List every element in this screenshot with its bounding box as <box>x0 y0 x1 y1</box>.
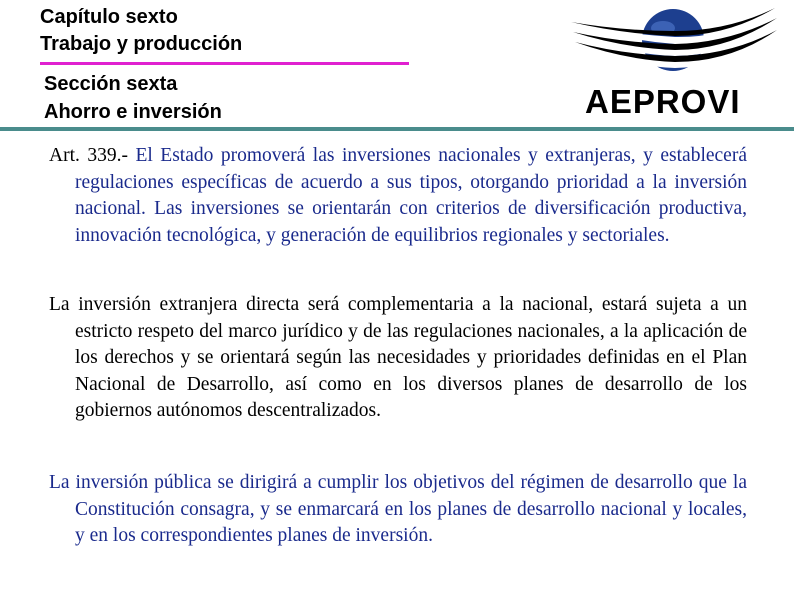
globe-swoosh-icon <box>571 8 777 71</box>
logo-text: AEPROVI <box>585 83 741 120</box>
chapter-heading <box>40 4 242 58</box>
section-title: Sección sexta <box>44 73 178 95</box>
article-number: Art. 339.- <box>49 145 128 166</box>
article-339-text: El Estado promoverá las inversiones nacionales y extranjeras, y establecerá regulaciones específicas de acuerdo a sus tipos, otorgando prioridad a la inversión nacional. Las inversiones se orientarán con criterios de diversificación productiva, innovación tecnológica, y generación de equilibrios regionales y sectoriales. <box>75 145 747 246</box>
foreign-investment-paragraph: La inversión extranjera directa será complementaria a la nacional, estará sujeta a un estricto respeto del marco jurídico y de las regulaciones nacionales, a la aplicación de los derechos y se orientará según las necesidades y prioridades definidas en el Plan Nacional de Desarrollo, así como en los diversos planes de desarrollo de los gobiernos autónomos descentralizados. <box>49 294 747 421</box>
section-heading <box>44 70 222 126</box>
chapter-subtitle: Trabajo y producción <box>40 33 243 55</box>
chapter-divider <box>40 62 409 65</box>
section-subtitle: Ahorro e inversión <box>44 101 222 123</box>
public-investment-paragraph: La inversión pública se dirigirá a cumplir los objetivos del régimen de desarrollo que la Constitución consagra, y se enmarcará en los planes de desarrollo nacional y locales, y en los correspondientes planes de inversión. <box>49 472 747 546</box>
chapter-title: Capítulo sexto <box>40 6 178 28</box>
article-339-paragraph <box>49 143 747 249</box>
header-divider <box>0 127 794 131</box>
